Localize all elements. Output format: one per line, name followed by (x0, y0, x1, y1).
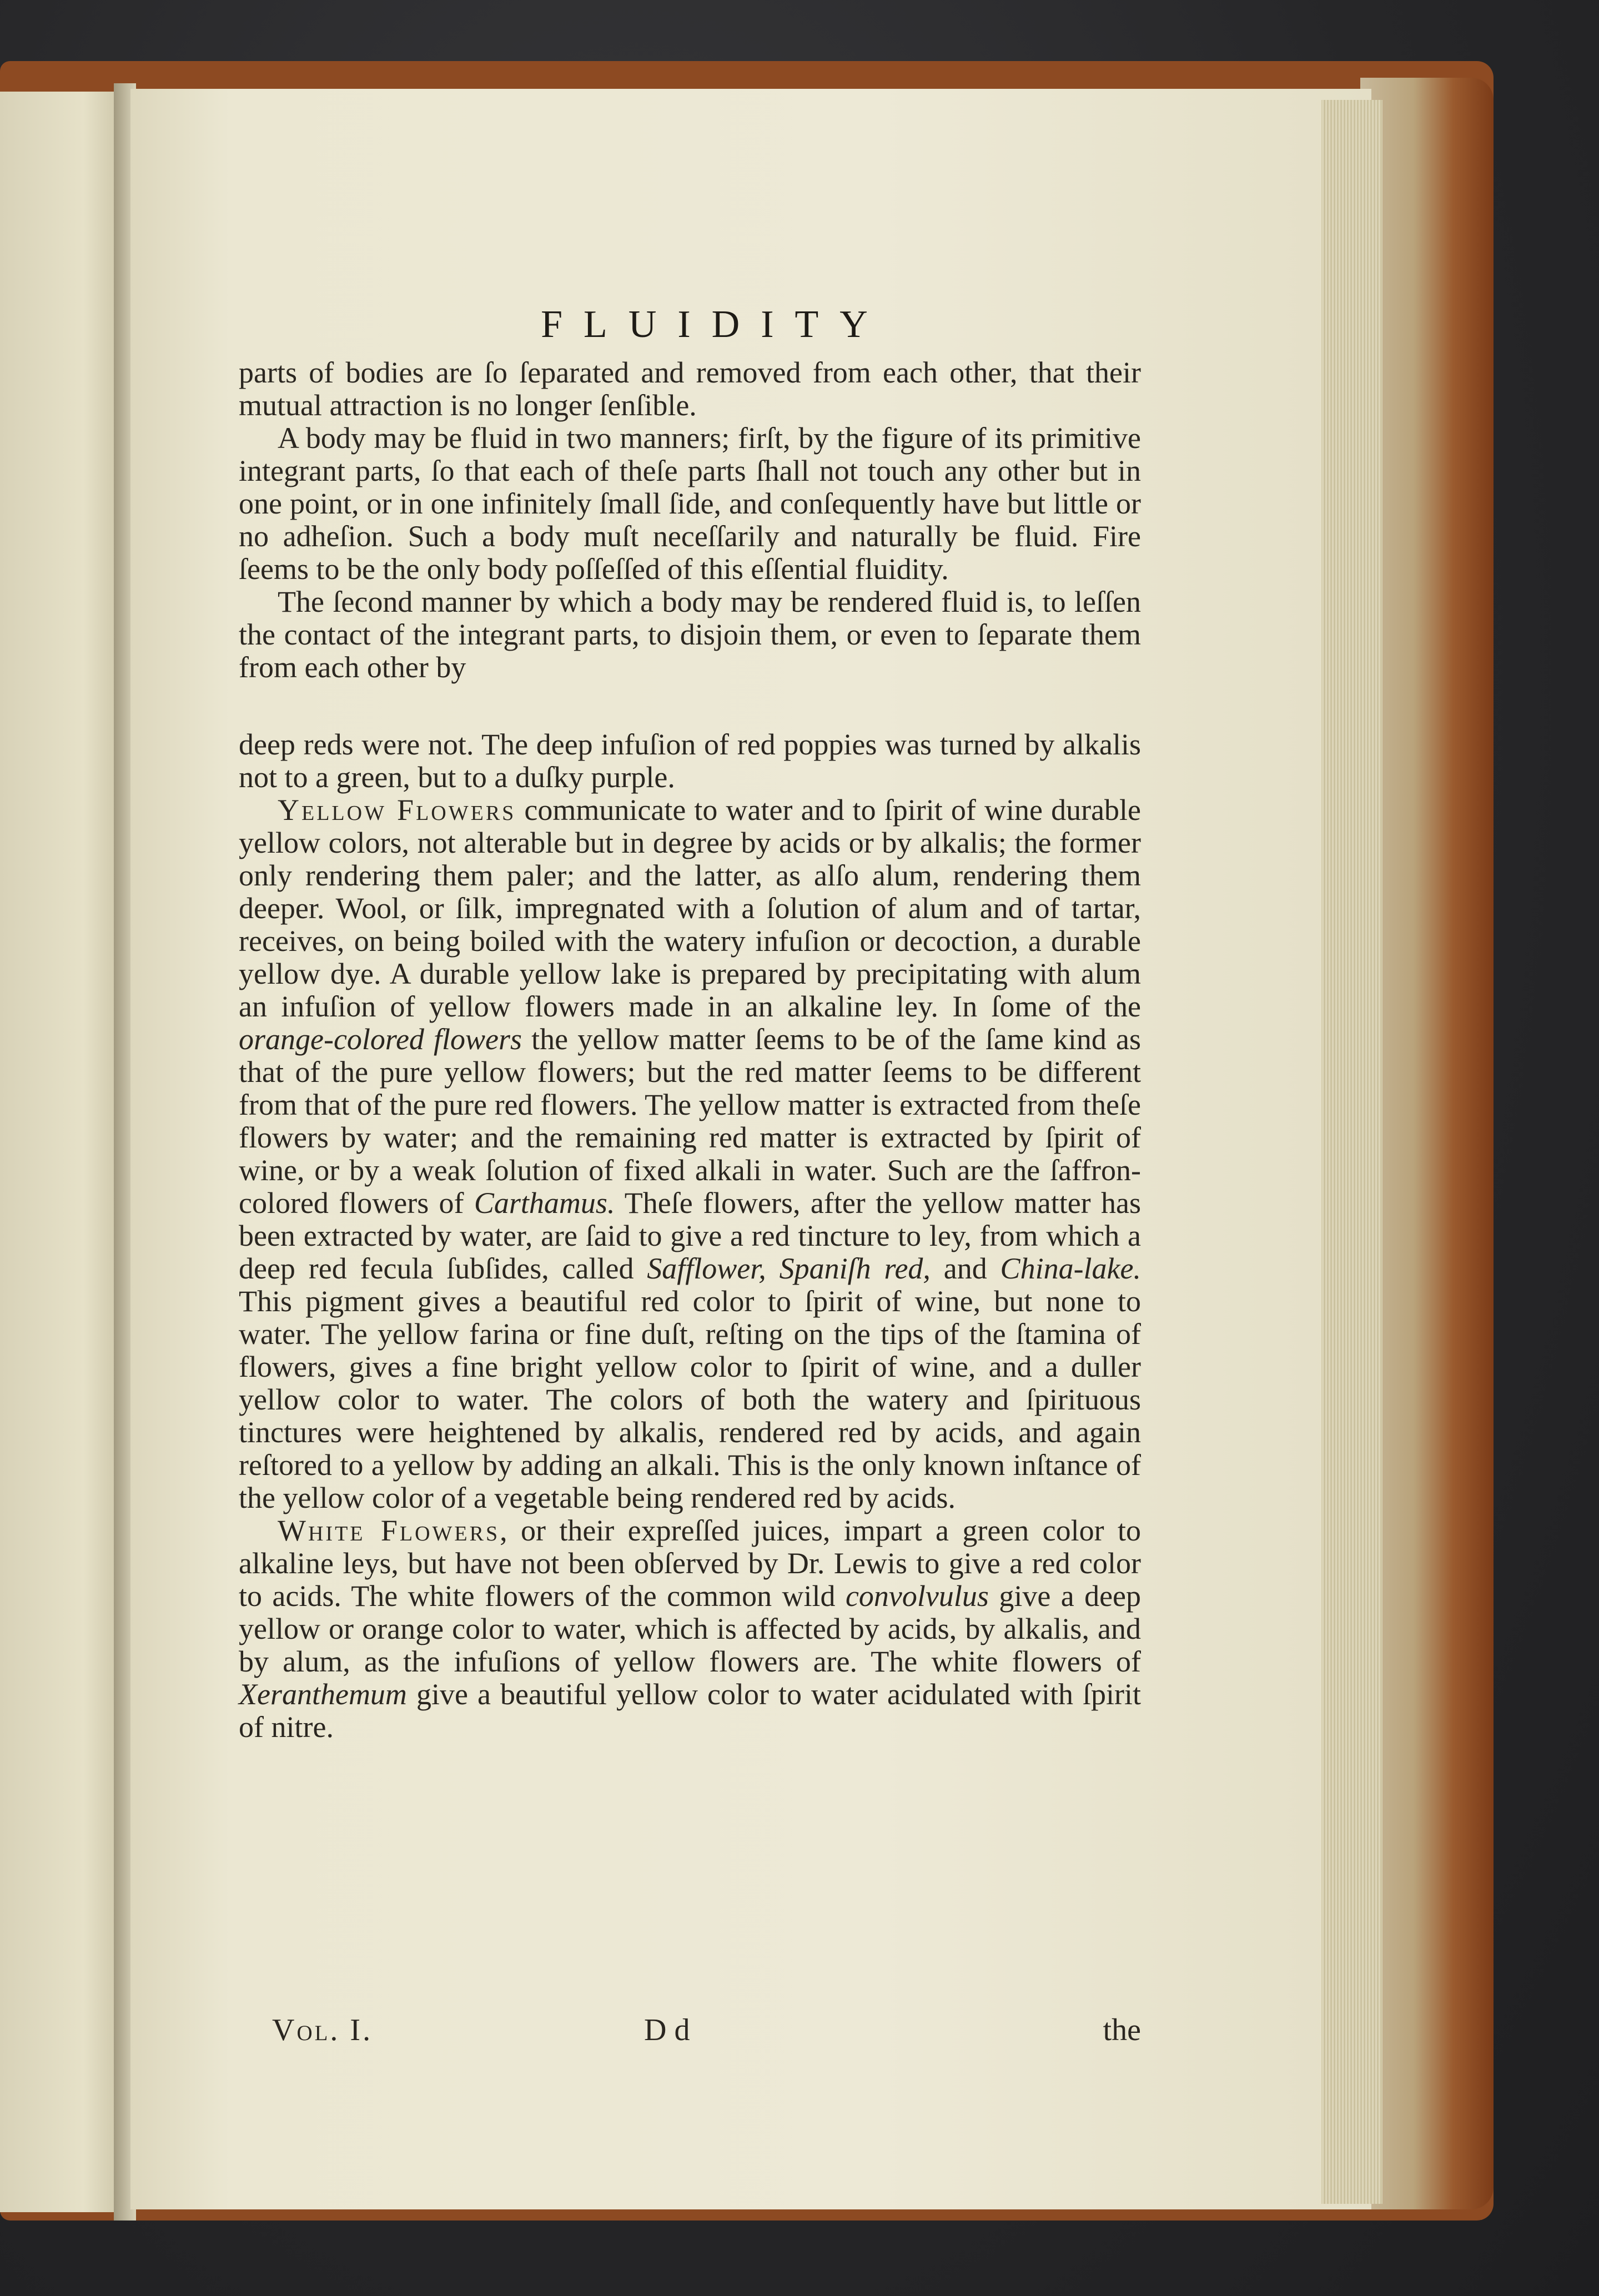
page-stack-edge (1321, 100, 1382, 2204)
yellow-italic-4: China-lake. (1000, 1252, 1141, 1285)
paragraph-red-poppies: deep reds were not. The deep infuſion of red poppies was turned by alkalis not to a green, but to a duſky purple. (239, 728, 1141, 794)
paragraph-two-manners: A body may be fluid in two manners; firſt, by the figure of its primitive integrant parts, ſo that each of theſe parts ſhall not touch any other but in one point, or in one infinitely ſmall ſide, and conſequently have but little or no adheſion. Such a body muſt neceſſarily and naturally be fluid. Fire ſeems to be the only body poſſeſſed of this eſſential fluidity. (239, 421, 1141, 586)
paragraph-white-flowers (239, 1514, 1141, 1744)
white-flowers-heading: White Flowers (278, 1514, 500, 1547)
volume-number: Vol. I. (272, 2013, 373, 2047)
yellow-text-1: communicate to water and to ſpirit of wine durable yellow colors, not alterable but in degree by acids or by alkalis; the former only rendering them paler; and the latter, as alſo alum, rendering them deeper. Wool, or ſilk, impregnated with a ſolution of alum and of tartar, receives, on being boiled with the watery infuſion or decoction, a durable yellow dye. A durable yellow lake is prepared by precipitating with alum an infuſion of yellow flowers made in an alkaline ley. In ſome of the (239, 793, 1142, 1023)
paragraph-yellow-flowers (239, 794, 1141, 1514)
white-text-3: give a beautiful yellow color to water acidulated with ſpirit of nitre. (239, 1678, 1141, 1744)
yellow-italic-1: orange-colored flowers (239, 1023, 522, 1056)
white-text-2: give a deep yellow or orange color to water, which is affected by acids, by alkalis, and by alum, as the infuſions of yellow flowers are. The white flowers of (239, 1579, 1142, 1678)
yellow-italic-2: Carthamus. (474, 1186, 615, 1220)
white-italic-2: Xeranthemum (239, 1678, 407, 1711)
yellow-italic-3: Safflower, Spaniſh red, (647, 1252, 931, 1285)
yellow-text-5: This pigment gives a beautiful red color to ſpirit of wine, but none to water. The yellow farina or fine duſt, reſting on the tips of the ſtamina of flowers, gives a fine bright yellow color to ſpirit of wine, and a duller yellow color to water. The colors of both the watery and ſpirituous tinctures were heightened by alkalis, rendered red by acids, and again reſtored to a yellow by adding an alkali. This is the only known inſtance of the yellow color of a vegetable being rendered red by acids. (239, 1285, 1141, 1514)
white-italic-1: convolvulus (845, 1579, 989, 1613)
section-gap (239, 684, 1141, 728)
paragraph-second-manner: The ſecond manner by which a body may be rendered fluid is, to leſſen the contact of the integrant parts, to disjoin them, or even to ſeparate them from each other by (239, 585, 1141, 684)
white-text-1: , or their expreſſed juices, impart a green color to alkaline leys, but have not been obſerved by Dr. Lewis to give a red color to acids. The white flowers of the common wild (239, 1514, 1142, 1613)
yellow-flowers-heading: Yellow Flowers (278, 793, 516, 827)
page-text (239, 300, 1141, 1744)
left-page-edge (0, 92, 119, 2212)
yellow-text-4: and (930, 1252, 1000, 1285)
running-head: FLUIDITY (541, 303, 889, 346)
yellow-text-2: the yellow matter ſeems to be of the ſame kind as that of the pure yellow flowers; but the red matter ſeems to be different from that of the pure red flowers. The yellow matter is extracted from theſe flowers by water; and the remaining red matter is extracted by ſpirit of wine, or by a weak ſolution of fixed alkali in water. Such are the ſaffron-colored flowers of (239, 1023, 1141, 1220)
catchword: the (1103, 2013, 1141, 2047)
signature-mark: D d (644, 2013, 690, 2047)
yellow-text-3: Theſe flowers, after the yellow matter has been extracted by water, are ſaid to give a red tincture to ley, from which a deep red fecula ſubſides, called (239, 1186, 1141, 1285)
paragraph-continuation: parts of bodies are ſo ſeparated and removed from each other, that their mutual attraction is no longer ſenſible. (239, 356, 1141, 422)
page-footer (239, 2012, 1141, 2051)
